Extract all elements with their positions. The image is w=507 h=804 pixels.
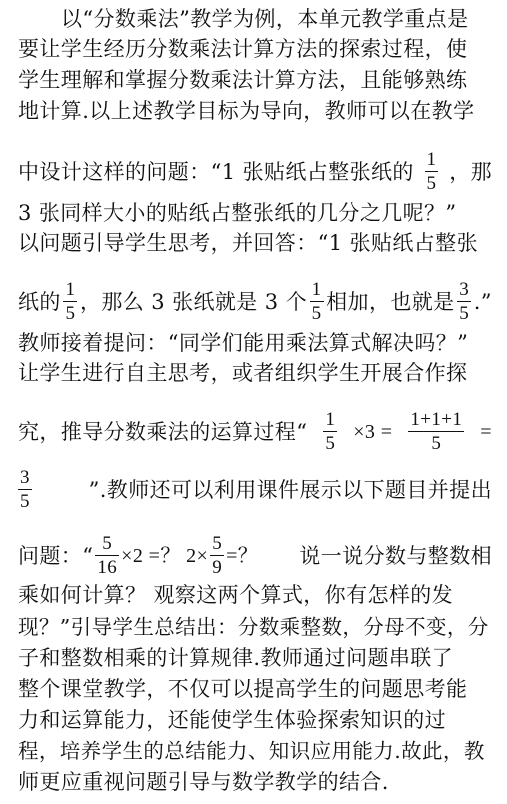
- fraction-numerator: 1: [426, 149, 437, 170]
- line-text: 中设计这样的问题：“1 张贴纸占整张纸的: [18, 159, 414, 184]
- text-line-18: [18, 705, 492, 735]
- fraction-numerator: 3: [20, 467, 30, 488]
- math-expression: [18, 532, 258, 579]
- line-text: 问题：“: [18, 543, 94, 568]
- text-line-8: [18, 278, 492, 325]
- fraction-numerator: 1: [311, 279, 322, 300]
- fraction-denominator: 5: [431, 433, 442, 454]
- line-text: 要让学生经历分数乘法计算方法的探索过程，使: [18, 37, 468, 61]
- math-operator: ×3 =: [353, 420, 393, 443]
- fraction-denominator: 5: [65, 303, 76, 324]
- line-text: ”.教师还可以利用课件展示以下题目并提出: [88, 477, 492, 502]
- math-operator: ×2 =？ 2×: [121, 544, 209, 567]
- line-text: 相加，也就是: [326, 289, 455, 314]
- text-line-1: [61, 4, 492, 34]
- text-line-16: [18, 643, 492, 673]
- text-line-4: [18, 96, 492, 126]
- line-text: .”: [473, 289, 492, 314]
- text-line-7: [18, 228, 492, 258]
- text-line-3: [18, 65, 492, 95]
- line-text: 究，推导分数乘法的运算过程“: [18, 419, 308, 444]
- fraction-denominator: 5: [311, 303, 322, 324]
- fraction-denominator: 5: [459, 303, 470, 324]
- text-line-13: [18, 532, 492, 579]
- math-operator: =: [480, 420, 492, 443]
- fraction: [457, 278, 471, 325]
- fraction-numerator: 3: [459, 279, 470, 300]
- line-text: ，那么 3 张纸就是 3 个: [79, 289, 307, 314]
- line-text: 子和整数相乘的计算规律.教师通过问题串联了: [18, 646, 454, 670]
- fraction-denominator: 5: [426, 173, 437, 194]
- line-text: 现？”引导学生总结出：分数乘整数，分母不变，分: [18, 615, 489, 639]
- fraction-denominator: 5: [325, 433, 336, 454]
- fraction: [323, 408, 337, 455]
- line-text: 学生理解和掌握分数乘法计算方法，且能够熟练: [18, 68, 468, 92]
- fraction-numerator: 5: [102, 533, 113, 554]
- line-text: 乘如何计算？ 观察这两个算式，你有怎样的发: [18, 583, 454, 607]
- fraction: [425, 148, 439, 195]
- text-line-20: [18, 767, 492, 797]
- fraction: [310, 278, 324, 325]
- fraction-denominator: 16: [97, 557, 118, 578]
- fraction-numerator: 1: [65, 279, 76, 300]
- text-line-15: [18, 612, 492, 642]
- text-line-9: [18, 328, 492, 358]
- line-text: 程，培养学生的总结能力、知识应用能力.故此，教: [18, 739, 485, 763]
- fraction-numerator: 1+1+1: [410, 409, 463, 430]
- fraction: [210, 532, 224, 579]
- fraction-numerator: 1: [325, 409, 336, 430]
- line-text: 地计算.以上述教学目标为导向，教师可以在教学: [18, 99, 475, 123]
- line-text: 以问题引导学生思考，并回答：“1 张贴纸占整张: [18, 231, 478, 255]
- line-text: 纸的: [18, 289, 61, 314]
- text-line-19: [18, 736, 492, 766]
- line-text: 力和运算能力，还能使学生体验探索知识的过: [18, 708, 446, 732]
- text-line-2: [18, 34, 492, 64]
- fraction-denominator: 5: [20, 491, 30, 512]
- fraction: [408, 408, 464, 455]
- fraction: [18, 466, 32, 513]
- text-line-17: [18, 674, 492, 704]
- text-line-10: [18, 358, 492, 388]
- fraction: [95, 532, 119, 579]
- line-text: 说一说分数与整数相: [299, 543, 492, 568]
- line-text: 教师接着提问：“同学们能用乘法算式解决吗？”: [18, 331, 469, 355]
- line-text: 整个课堂教学，不仅可以提高学生的问题思考能: [18, 677, 468, 701]
- text-line-5: [18, 148, 492, 195]
- text-line-11: [18, 408, 492, 455]
- fraction-numerator: 5: [212, 533, 223, 554]
- line-text: 师更应重视问题引导与数学教学的结合.: [18, 770, 389, 794]
- fraction: [63, 278, 77, 325]
- text-line-14: [18, 580, 492, 610]
- math-operator: =？: [226, 544, 259, 567]
- line-text: 3 张同样大小的贴纸占整张纸的几分之几呢？”: [18, 201, 457, 225]
- fraction-denominator: 9: [212, 557, 223, 578]
- text-line-12: [18, 466, 492, 513]
- line-text: 以“分数乘法”教学为例，本单元教学重点是: [61, 7, 469, 31]
- text-line-6: [18, 198, 492, 228]
- line-text: 让学生进行自主思考，或者组织学生开展合作探: [18, 361, 468, 385]
- line-text: ，那: [449, 159, 492, 184]
